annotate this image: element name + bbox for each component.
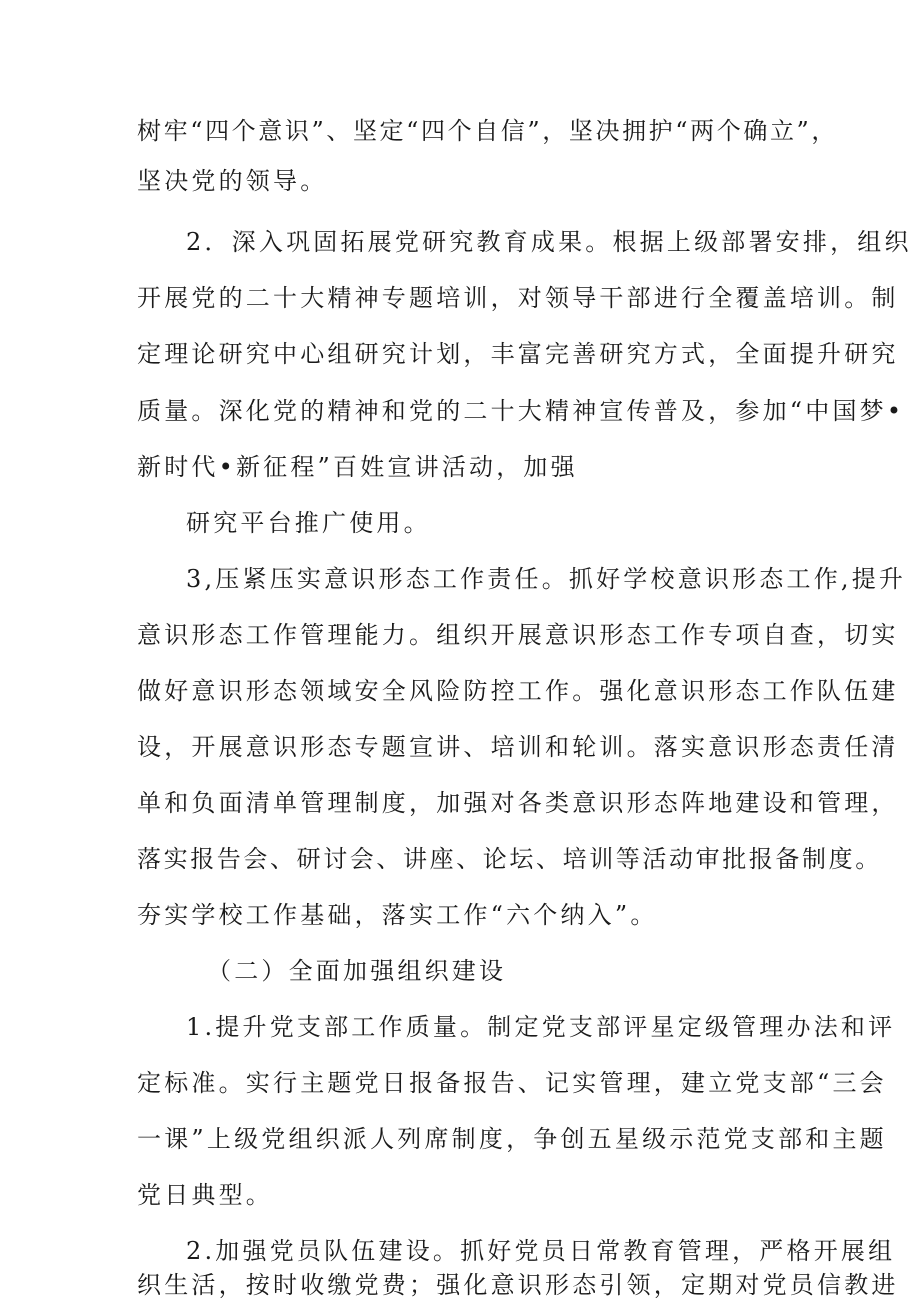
paragraph-line: 新时代•新征程”百姓宣讲活动，加强 [137, 453, 578, 481]
paragraph-line: 1.提升党支部工作质量。制定党支部评星定级管理办法和评 [186, 1013, 896, 1041]
paragraph-line: 设，开展意识形态专题宣讲、培训和轮训。落实意识形态责任清 [137, 733, 899, 761]
paragraph-line: 党日典型。 [137, 1181, 273, 1209]
paragraph-line: 定理论研究中心组研究计划，丰富完善研究方式，全面提升研究 [137, 340, 899, 368]
paragraph-line: 研究平台推广使用。 [186, 509, 431, 537]
paragraph-line: 意识形态工作管理能力。组织开展意识形态工作专项自查，切实 [137, 621, 899, 649]
paragraph-line: 2.加强党员队伍建设。抓好党员日常教育管理，严格开展组 [186, 1237, 896, 1265]
paragraph-line: 3,压紧压实意识形态工作责任。抓好学校意识形态工作,提升 [186, 565, 907, 593]
paragraph-line: 坚决党的领导。 [137, 167, 328, 195]
paragraph-line: 树牢“四个意识”、坚定“四个自信”，坚决拥护“两个确立”， [137, 117, 839, 145]
section-heading: （二）全面加强组织建设 [207, 957, 507, 985]
paragraph-line: 做好意识形态领域安全风险防控工作。强化意识形态工作队伍建 [137, 677, 899, 705]
paragraph-line: 一课”上级党组织派人列席制度，争创五星级示范党支部和主题 [137, 1125, 887, 1153]
paragraph-line: 夯实学校工作基础，落实工作“六个纳入”。 [137, 901, 658, 929]
paragraph-line: 质量。深化党的精神和党的二十大精神宣传普及，参加“中国梦• [137, 397, 905, 425]
paragraph-line: 单和负面清单管理制度，加强对各类意识形态阵地建设和管理， [137, 789, 899, 817]
paragraph-line: 定标准。实行主题党日报备报告、记实管理，建立党支部“三会 [137, 1069, 887, 1097]
paragraph-line: 2．深入巩固拓展党研究教育成果。根据上级部署安排，组织 [186, 228, 912, 256]
paragraph-line: 开展党的二十大精神专题培训，对领导干部进行全覆盖培训。制 [137, 284, 899, 312]
paragraph-line: 织生活，按时收缴党费；强化意识形态引领，定期对党员信教进 [137, 1271, 899, 1299]
paragraph-line: 落实报告会、研讨会、讲座、论坛、培训等活动审批报备制度。 [137, 845, 882, 873]
